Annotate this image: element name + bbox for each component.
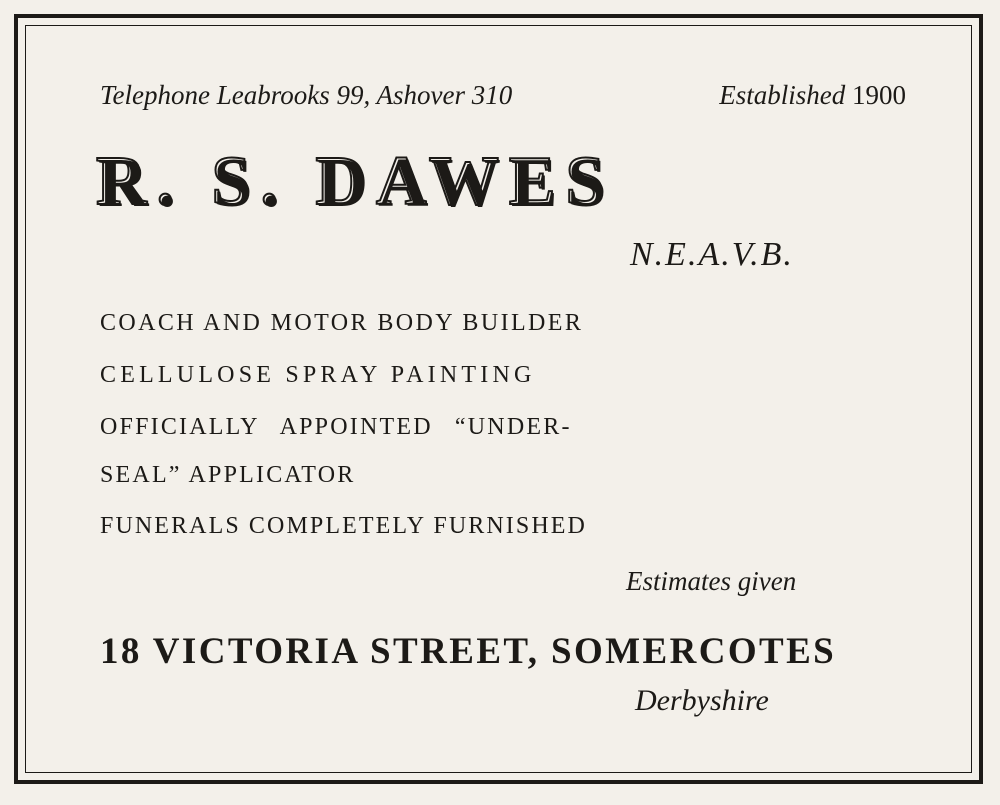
established-label: Established <box>719 80 846 110</box>
street-address: 18 VICTORIA STREET, SOMERCOTES <box>100 631 837 672</box>
service-line: CELLULOSE SPRAY PAINTING <box>100 362 536 388</box>
county-text: Derbyshire <box>635 684 769 717</box>
service-line: OFFICIALLY APPOINTED “UNDER- <box>100 414 572 440</box>
established-text <box>719 80 906 111</box>
header-line <box>100 80 906 111</box>
business-name: R. S. DAWES <box>96 143 615 220</box>
service-line: COACH AND MOTOR BODY BUILDER <box>100 310 584 336</box>
telephone-text: Telephone Leabrooks 99, Ashover 310 <box>100 80 513 110</box>
service-line: SEAL” APPLICATOR <box>100 462 356 488</box>
estimates-text: Estimates given <box>626 566 797 596</box>
established-year: 1900 <box>852 80 906 110</box>
credential-text: N.E.A.V.B. <box>630 236 794 273</box>
service-line: FUNERALS COMPLETELY FURNISHED <box>100 513 587 539</box>
